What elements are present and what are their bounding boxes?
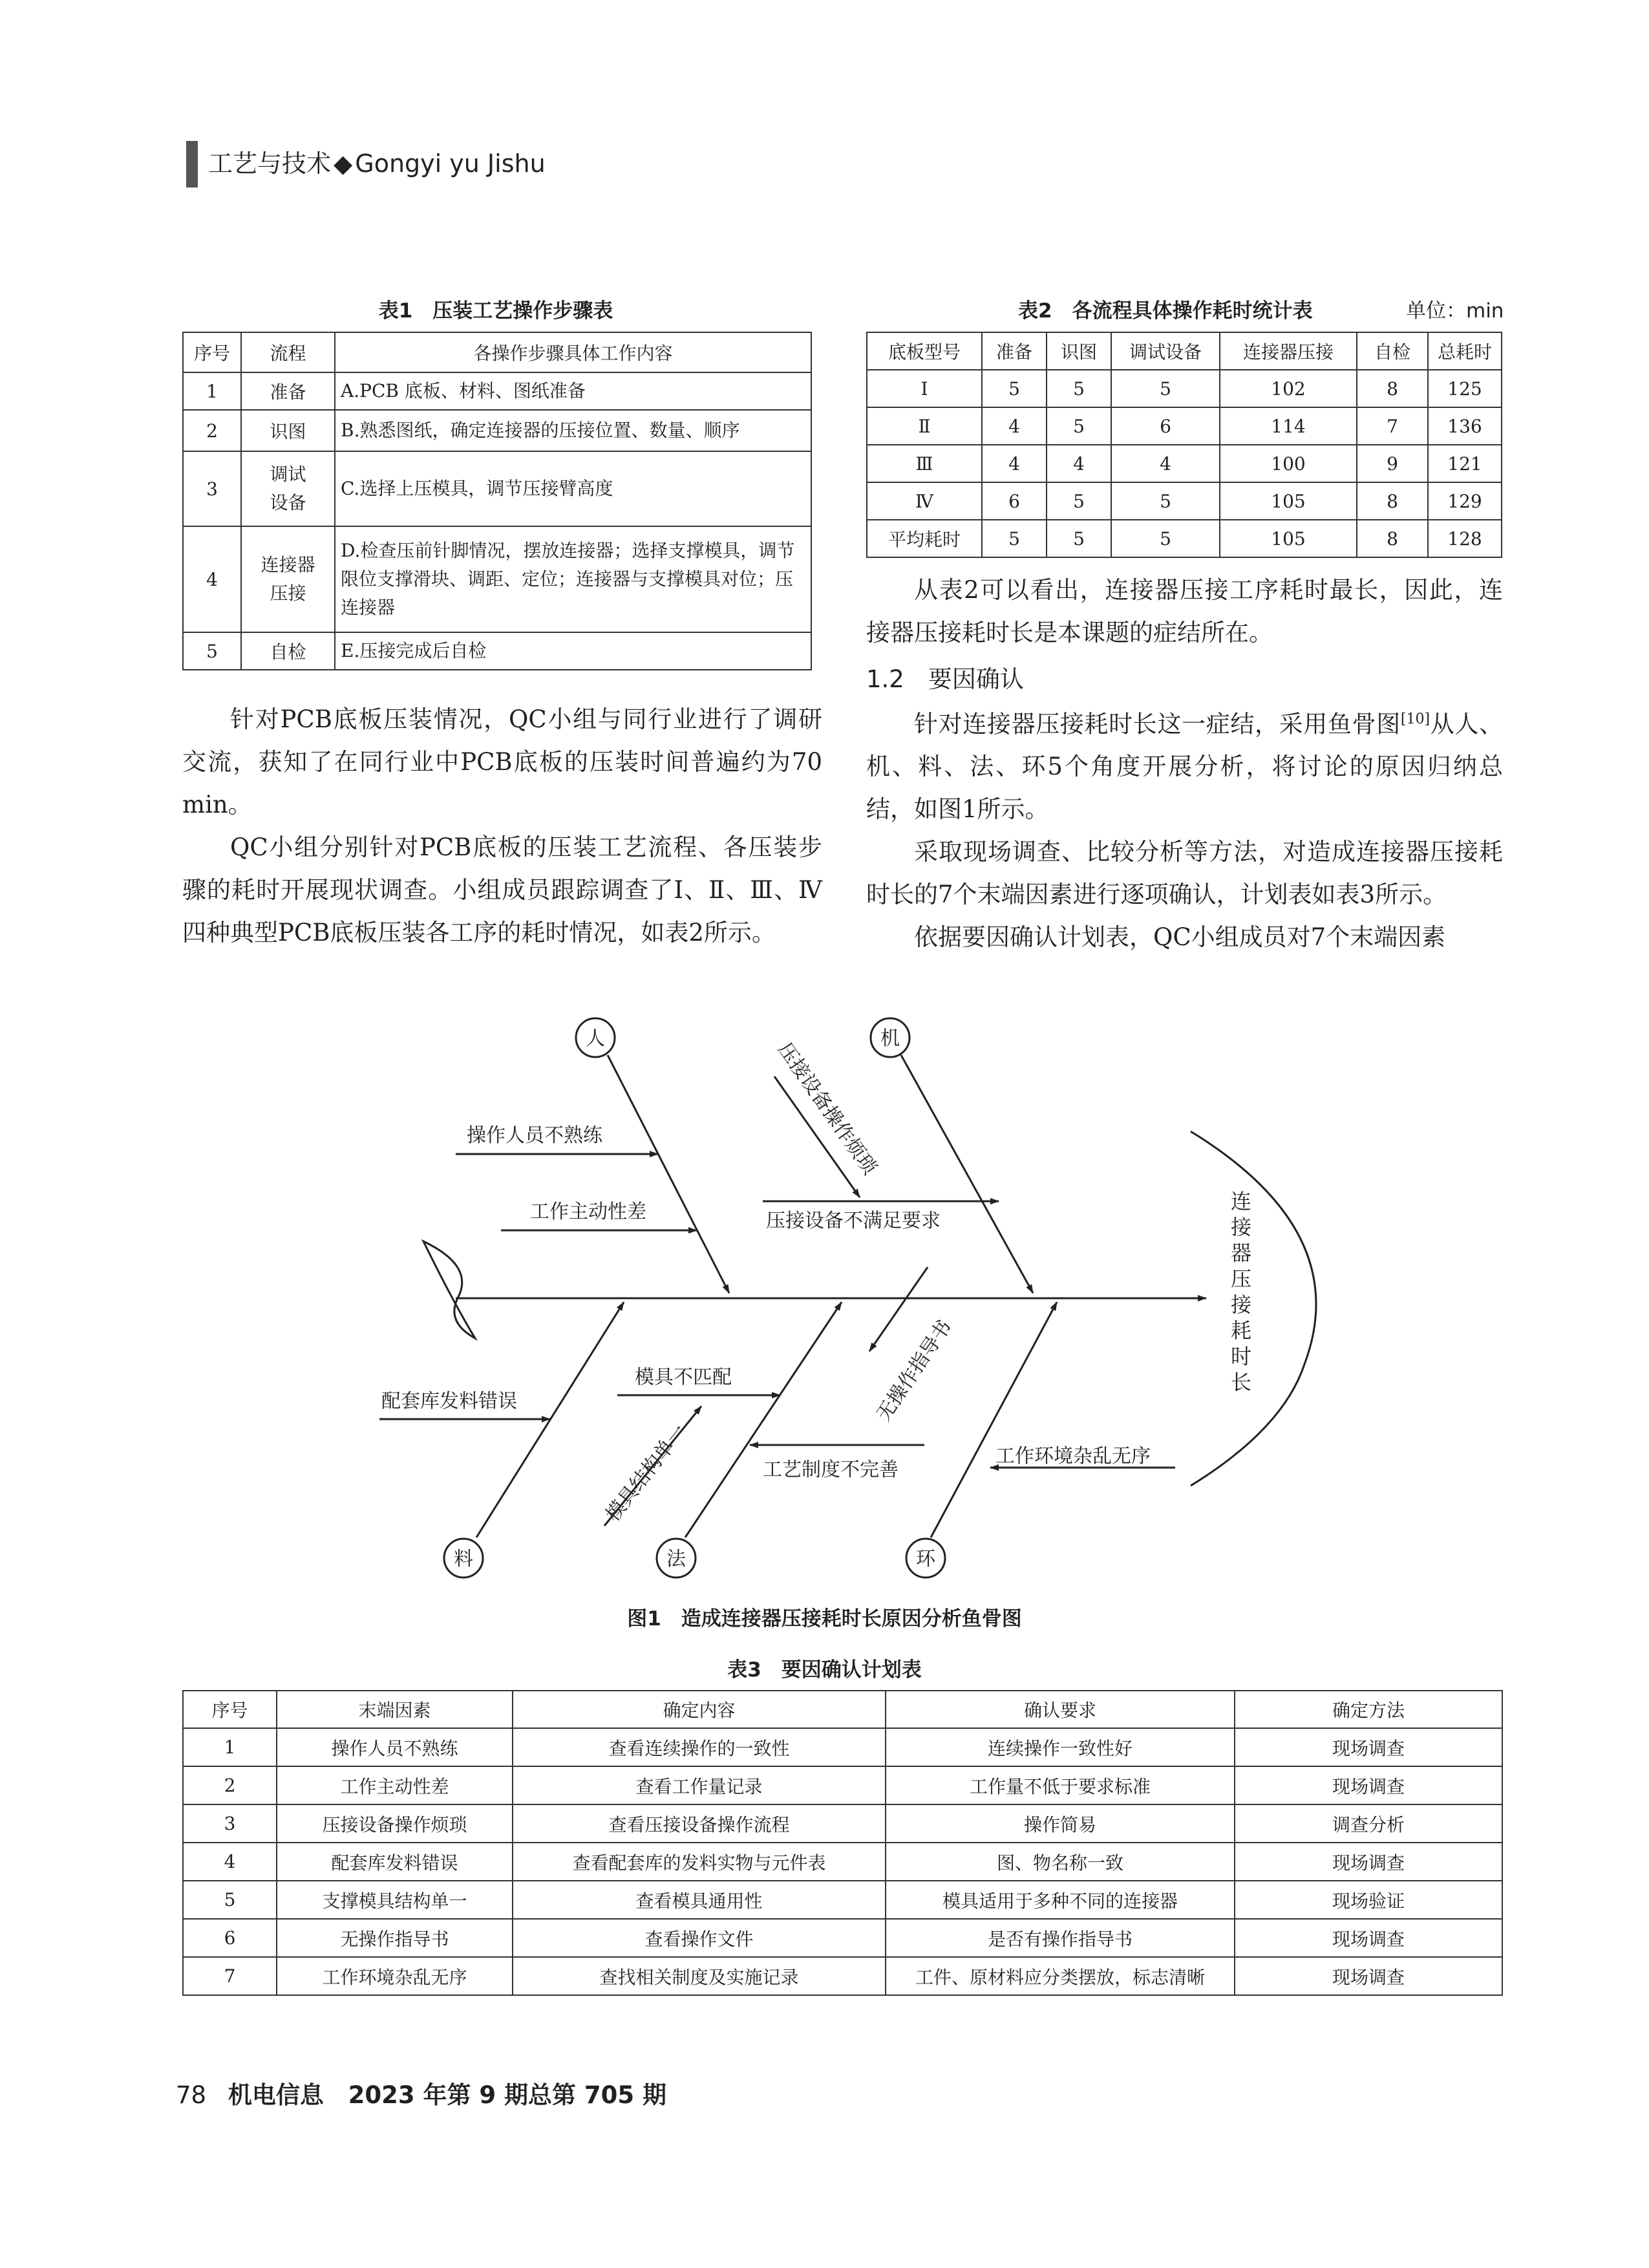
category-environment: 环 [916,1548,935,1570]
table-cell: 工作主动性差 [277,1766,513,1804]
table-cell: 8 [1357,370,1428,407]
table-cell: 模具适用于多种不同的连接器 [886,1881,1235,1919]
table2-header: 总耗时 [1428,332,1502,370]
table-cell: 现场调查 [1235,1728,1502,1766]
table-cell: 100 [1220,445,1357,482]
cause-environment-1: 工作环境杂乱无序 [995,1445,1151,1468]
table3-header: 确定内容 [513,1691,886,1728]
cause-method-2: 工艺制度不完善 [763,1459,899,1481]
table-cell: 8 [1357,520,1428,557]
table-cell: 现场调查 [1235,1766,1502,1804]
table-cell: 查看配套库的发料实物与元件表 [513,1843,886,1881]
table-cell: 现场调查 [1235,1919,1502,1957]
table3-header: 序号 [183,1691,277,1728]
table-cell: 4 [982,445,1047,482]
table-cell: 查找相关制度及实施记录 [513,1957,886,1995]
category-man: 人 [586,1027,605,1050]
table-cell: 查看压接设备操作流程 [513,1804,886,1843]
table-row [183,1919,1502,1957]
bone-method [685,1302,842,1537]
header-cn: 工艺与技术 [208,149,332,178]
table-cell: 查看连续操作的一致性 [513,1728,886,1766]
table-cell: Ⅱ [867,407,982,445]
table-cell: 5 [1047,520,1111,557]
cause-machine-2: 压接设备不满足要求 [766,1210,941,1232]
table-cell: 5 [1047,407,1111,445]
table-cell: 7 [183,1957,277,1995]
table-cell: 128 [1428,520,1502,557]
table-cell: 8 [1357,482,1428,520]
table3-header-row [183,1691,1502,1728]
bone-machine [901,1055,1033,1293]
table-cell: 压接设备操作烦琐 [277,1804,513,1843]
table-cell: 准备 [241,372,335,410]
table-cell: 查看模具通用性 [513,1881,886,1919]
citation-ref: [10] [1400,711,1431,727]
right-paragraph-3: 采取现场调查、比较分析等方法，对造成连接器压接耗时长的7个末端因素进行逐项确认，计划表如表3所示。 [866,838,1503,909]
table-cell: 125 [1428,370,1502,407]
table-cell: Ⅳ [867,482,982,520]
right-paragraph-2-text: 针对连接器压接耗时长这一症结，采用鱼骨图 [914,710,1401,738]
table-cell: 现场调查 [1235,1957,1502,1995]
table-cell: 操作简易 [886,1804,1235,1843]
cause-machine-1: 压接设备操作烦琐 [773,1038,881,1179]
table-cell: 4 [982,407,1047,445]
table-cell: 5 [183,1881,277,1919]
table-cell: 5 [183,632,241,670]
table2-header: 自检 [1357,332,1428,370]
fish-tail [423,1241,475,1338]
table-cell: 5 [1111,520,1220,557]
table-cell: 102 [1220,370,1357,407]
table-cell: 现场验证 [1235,1881,1502,1919]
category-method: 法 [666,1548,686,1570]
table-cell: 图、物名称一致 [886,1843,1235,1881]
left-paragraph-1: 针对PCB底板压装情况，QC小组与同行业进行了调研交流，获知了在同行业中PCB底板的压装时间普遍约为70 min。 [182,705,822,818]
table-cell: 129 [1428,482,1502,520]
table-cell: 工作量不低于要求标准 [886,1766,1235,1804]
table3-header: 确认要求 [886,1691,1235,1728]
table-cell: 1 [183,1728,277,1766]
cause-material-1: 配套库发料错误 [381,1390,517,1413]
table-cell: 6 [982,482,1047,520]
section-heading: 1.2 要因确认 [866,665,1024,693]
table-cell: 5 [1047,370,1111,407]
page-number: 78 [176,2081,207,2109]
table-cell: A.PCB 底板、材料、图纸准备 [335,372,811,410]
table-cell: 4 [183,1843,277,1881]
header-separator: ◆ [334,149,353,178]
table-cell: Ⅰ [867,370,982,407]
table-cell: 5 [1111,482,1220,520]
table-cell: 114 [1220,407,1357,445]
table-cell: 查看操作文件 [513,1919,886,1957]
table-cell: 调试设备 [241,451,335,526]
table-cell: B.熟悉图纸，确定连接器的压接位置、数量、顺序 [335,410,811,451]
table2-caption: 表2 各流程具体操作耗时统计表 [1018,299,1313,323]
table-row [183,1728,1502,1766]
table2-header: 准备 [982,332,1047,370]
header-en: Gongyi yu Jishu [355,149,546,178]
table-row [183,1881,1502,1919]
table-cell: E.压接完成后自检 [335,632,811,670]
table-cell: 5 [982,520,1047,557]
table-cell: 4 [1111,445,1220,482]
bone-man [608,1055,729,1293]
table-cell: 6 [1111,407,1220,445]
cause-man-1: 操作人员不熟练 [467,1124,602,1147]
table2-header: 底板型号 [867,332,982,370]
table-cell: 平均耗时 [867,520,982,557]
table-cell: 连接器压接 [241,526,335,632]
table-cell: 识图 [241,410,335,451]
table-cell: 2 [183,410,241,451]
right-paragraph-4: 依据要因确认计划表，QC小组成员对7个末端因素 [914,923,1446,952]
table-cell: 9 [1357,445,1428,482]
fishbone-head-label: 连接器压接耗时长 [1230,1189,1251,1395]
table2-header: 调试设备 [1111,332,1220,370]
table-cell: 105 [1220,482,1357,520]
table-cell: 自检 [241,632,335,670]
table-cell: 是否有操作指导书 [886,1919,1235,1957]
left-paragraph-2: QC小组分别针对PCB底板的压装工艺流程、各压装步骤的耗时开展现状调查。小组成员跟踪调查了Ⅰ、Ⅱ、Ⅲ、Ⅳ四种典型PCB底板压装各工序的耗时情况，如表2所示。 [182,833,822,947]
cause-material-3: 模具结构单一 [601,1420,692,1526]
table2-unit: 单位：min [1406,299,1504,323]
right-paragraph-2-text-cont: 从人、机、料、法、环5个角度开展分析，将讨论的原因归纳总结，如图1所示。 [866,710,1504,824]
figure1-caption: 图1 造成连接器压接耗时长原因分析鱼骨图 [627,1607,1022,1631]
table-cell: 工作环境杂乱无序 [277,1957,513,1995]
table-cell: 4 [1047,445,1111,482]
table-cell: 1 [183,372,241,410]
table3-caption: 表3 要因确认计划表 [727,1658,922,1682]
right-paragraph-1: 从表2可以看出，连接器压接工序耗时最长，因此，连接器压接耗时长是本课题的症结所在。 [866,576,1503,647]
table-cell: 调查分析 [1235,1804,1502,1843]
table-cell: 连续操作一致性好 [886,1728,1235,1766]
table-cell: 7 [1357,407,1428,445]
table-cell: 无操作指导书 [277,1919,513,1957]
table-cell: 现场调查 [1235,1843,1502,1881]
table-cell: 配套库发料错误 [277,1843,513,1881]
table-cell: C.选择上压模具，调节压接臂高度 [335,451,811,526]
cause-material-2: 模具不匹配 [635,1366,732,1389]
issue-info: 2023 年第 9 期总第 705 期 [348,2081,666,2109]
table-row [183,1843,1502,1881]
table1-header: 流程 [241,332,335,372]
cause-method-1: 无操作指导书 [872,1316,957,1426]
table-cell: 查看工作量记录 [513,1766,886,1804]
table-cell: 5 [1111,370,1220,407]
table3-header: 确定方法 [1235,1691,1502,1728]
table1-header: 各操作步骤具体工作内容 [335,332,811,372]
arrow-method-1 [869,1267,928,1351]
table-cell: D.检查压前针脚情况，摆放连接器；选择支撑模具，调节限位支撑滑块、调距、定位；连接器与支撑模具对位；压连接器 [335,526,811,632]
table1-header: 序号 [183,332,241,372]
table3-header: 末端因素 [277,1691,513,1728]
table-cell: Ⅲ [867,445,982,482]
table-cell: 105 [1220,520,1357,557]
category-material: 料 [454,1548,473,1570]
category-machine: 机 [880,1027,900,1050]
table-cell: 5 [1047,482,1111,520]
table-cell: 6 [183,1919,277,1957]
table-cell: 136 [1428,407,1502,445]
table-cell: 4 [183,526,241,632]
table-cell: 3 [183,451,241,526]
table-cell: 5 [982,370,1047,407]
footer [176,2075,666,2110]
journal-name: 机电信息 [228,2081,324,2109]
table-row [183,1766,1502,1804]
table-cell: 3 [183,1804,277,1843]
table-cell: 2 [183,1766,277,1804]
table-row [183,1804,1502,1843]
table-cell: 支撑模具结构单一 [277,1881,513,1919]
table-row [183,1957,1502,1995]
table1-caption: 表1 压装工艺操作步骤表 [378,299,613,323]
table-cell: 121 [1428,445,1502,482]
table3 [182,1690,1503,1996]
table2-header: 连接器压接 [1220,332,1357,370]
table-cell: 操作人员不熟练 [277,1728,513,1766]
table2-header: 识图 [1047,332,1111,370]
table-cell: 工件、原材料应分类摆放，标志清晰 [886,1957,1235,1995]
cause-man-2: 工作主动性差 [530,1201,646,1223]
